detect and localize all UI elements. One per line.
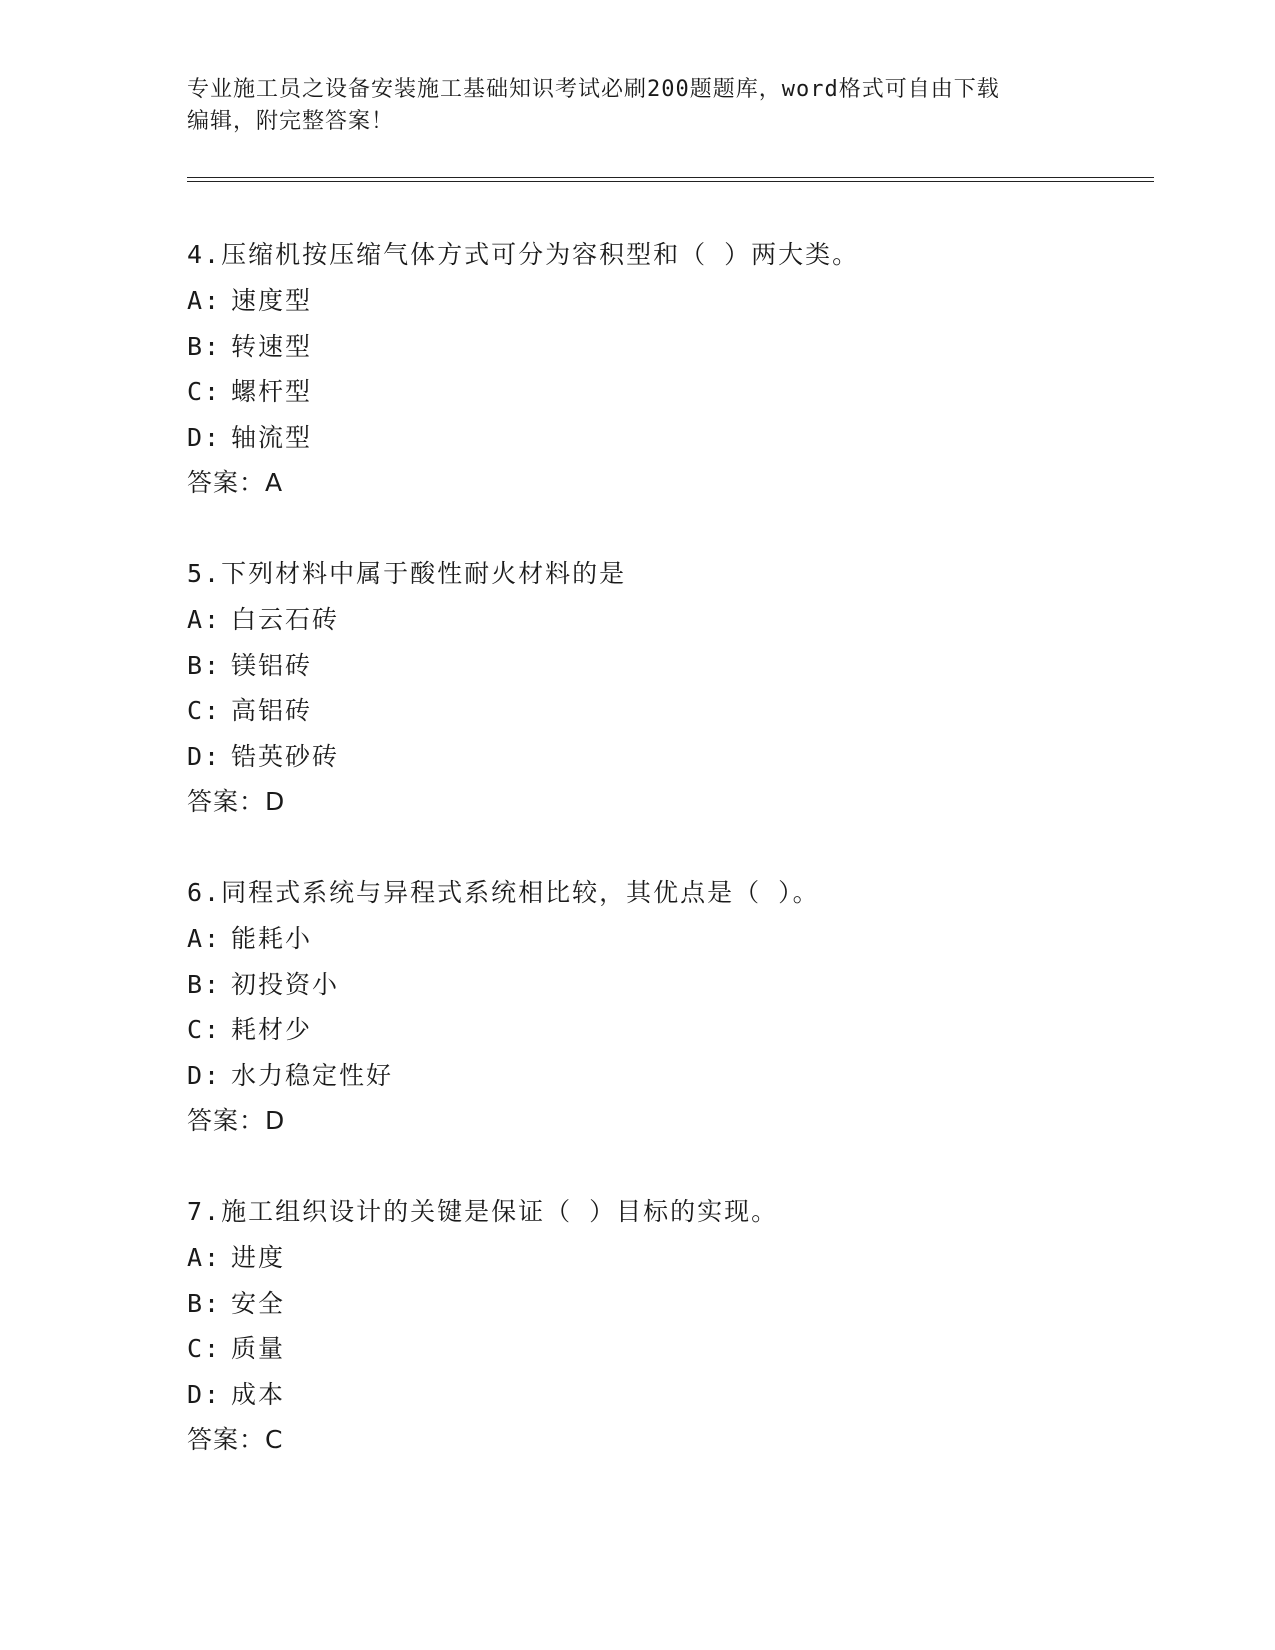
option-letter: D:	[187, 741, 222, 771]
answer-line: 答案：D	[187, 787, 286, 816]
option-letter: D:	[187, 1379, 222, 1409]
option-text: 螺杆型	[231, 377, 313, 406]
option-d	[187, 1372, 1147, 1418]
option-letter: B:	[187, 650, 222, 680]
option-b	[187, 643, 1147, 689]
option-a	[187, 1235, 1147, 1281]
option-a	[187, 597, 1147, 643]
option-a	[187, 916, 1147, 962]
option-letter: C:	[187, 1334, 222, 1363]
question-block	[187, 1189, 1147, 1463]
question-stem: 6.同程式系统与异程式系统相比较，其优点是（ ）。	[187, 878, 820, 907]
option-d	[187, 734, 1147, 780]
option-c	[187, 1007, 1147, 1053]
option-text: 速度型	[231, 286, 313, 315]
option-letter: C:	[187, 696, 222, 725]
header-line-1: 专业施工员之设备安装施工基础知识考试必刷200题题库，word格式可自由下载	[187, 77, 1000, 102]
option-letter: D:	[187, 1060, 222, 1090]
option-letter: C:	[187, 1015, 222, 1044]
option-text: 初投资小	[231, 969, 340, 999]
option-letter: B:	[187, 331, 222, 361]
option-b	[187, 324, 1147, 370]
header-divider-top	[187, 177, 1154, 178]
option-text: 轴流型	[231, 422, 313, 452]
option-letter: A:	[187, 924, 222, 953]
question-block	[187, 232, 1147, 506]
question-block	[187, 551, 1147, 825]
option-text: 水力稳定性好	[231, 1060, 394, 1090]
question-stem: 4.压缩机按压缩气体方式可分为容积型和（ ）两大类。	[187, 240, 860, 269]
option-a	[187, 278, 1147, 324]
option-c	[187, 688, 1147, 734]
option-c	[187, 1326, 1147, 1372]
option-text: 耗材少	[231, 1015, 313, 1044]
option-letter: A:	[187, 605, 222, 634]
option-text: 高铝砖	[231, 696, 313, 725]
answer-line: 答案：A	[187, 468, 284, 497]
question-block	[187, 870, 1147, 1144]
option-d	[187, 415, 1147, 461]
question-stem: 7.施工组织设计的关键是保证（ ）目标的实现。	[187, 1197, 779, 1226]
question-stem: 5.下列材料中属于酸性耐火材料的是	[187, 559, 627, 588]
option-text: 转速型	[231, 331, 313, 361]
header-divider-bottom	[187, 181, 1154, 182]
option-letter: A:	[187, 1243, 222, 1272]
option-text: 白云石砖	[231, 605, 340, 634]
option-letter: B:	[187, 969, 222, 999]
answer-line: 答案：C	[187, 1425, 284, 1454]
option-text: 镁铝砖	[231, 650, 313, 680]
option-text: 质量	[231, 1334, 286, 1363]
option-d	[187, 1053, 1147, 1099]
header-line-2: 编辑，附完整答案！	[187, 109, 395, 134]
option-c	[187, 369, 1147, 415]
option-text: 锆英砂砖	[231, 741, 340, 771]
option-letter: C:	[187, 377, 222, 406]
option-text: 安全	[231, 1288, 286, 1318]
option-b	[187, 1281, 1147, 1327]
option-letter: A:	[187, 286, 222, 315]
option-text: 进度	[231, 1243, 286, 1272]
option-text: 能耗小	[231, 924, 313, 953]
option-letter: D:	[187, 422, 222, 452]
option-b	[187, 962, 1147, 1008]
option-text: 成本	[231, 1379, 286, 1409]
document-header	[187, 74, 1067, 138]
answer-line: 答案：D	[187, 1106, 286, 1135]
option-letter: B:	[187, 1288, 222, 1318]
